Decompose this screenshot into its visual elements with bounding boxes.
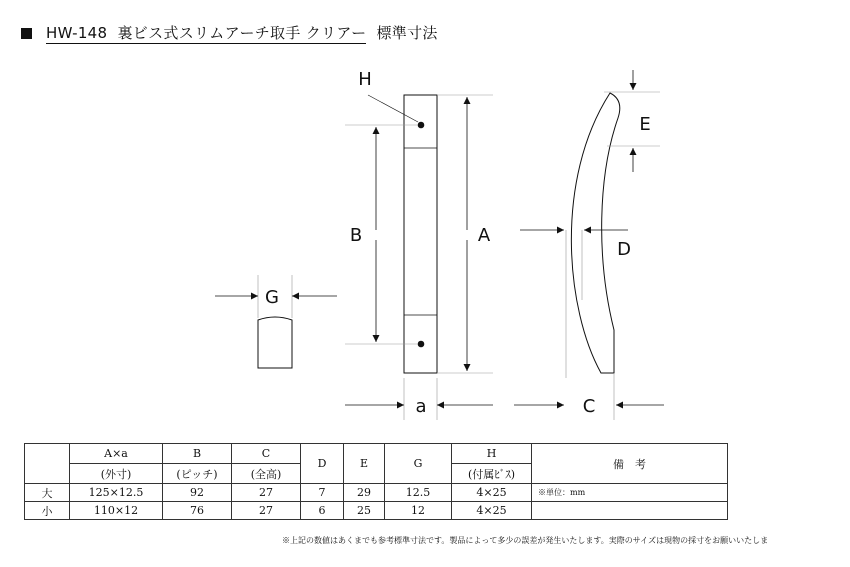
header-c: C — [232, 444, 301, 464]
header-h-sub: (付属ﾋﾞｽ) — [452, 464, 532, 484]
cell-h: 4×25 — [452, 502, 532, 520]
dim-h-leader — [368, 95, 418, 122]
cell-remarks-empty — [532, 502, 728, 520]
cell-e: 29 — [344, 484, 385, 502]
header-aa: A×a — [70, 444, 163, 464]
header-e: E — [344, 444, 385, 484]
dim-label-e: E — [639, 114, 651, 135]
header-b: B — [163, 444, 232, 464]
cell-remarks-unit: ※単位：mm — [532, 484, 728, 502]
cell-c: 27 — [232, 484, 301, 502]
page-subtitle: 標準寸法 — [376, 24, 438, 42]
cell-size: 小 — [25, 502, 70, 520]
handle-side-view — [514, 70, 664, 420]
cell-d: 6 — [301, 502, 344, 520]
table-row — [25, 502, 728, 520]
header-c-sub: (全高) — [232, 464, 301, 484]
dim-label-g: G — [265, 287, 279, 308]
dim-label-b: B — [349, 225, 363, 246]
header-g: G — [385, 444, 452, 484]
handle-front-view — [345, 69, 493, 420]
screw-hole-bottom — [418, 341, 425, 348]
table-row — [25, 484, 728, 502]
model-number: HW-148 — [46, 24, 108, 42]
cell-size: 大 — [25, 484, 70, 502]
dim-label-c: C — [582, 396, 596, 417]
cell-h: 4×25 — [452, 484, 532, 502]
footnote: ※上記の数値はあくまでも参考標準寸法です。製品によって多少の誤差が発生いたします。実際のサイズは現物の採寸をお願いいたしま — [282, 536, 769, 545]
spec-table — [24, 443, 728, 520]
header-aa-sub: (外寸) — [70, 464, 163, 484]
header-remarks: 備 考 — [532, 444, 728, 484]
dim-label-d: D — [617, 239, 631, 260]
header-d: D — [301, 444, 344, 484]
cell-d: 7 — [301, 484, 344, 502]
header-b-sub: (ピッチ) — [163, 464, 232, 484]
dim-label-a-small: a — [415, 396, 427, 417]
cell-g: 12.5 — [385, 484, 452, 502]
header-h: H — [452, 444, 532, 464]
screw-hole-top — [418, 122, 425, 129]
cell-e: 25 — [344, 502, 385, 520]
handle-profile-view — [215, 275, 337, 368]
cell-b: 76 — [163, 502, 232, 520]
cell-aa: 125×12.5 — [70, 484, 163, 502]
table-header-row-top — [25, 444, 728, 464]
cell-c: 27 — [232, 502, 301, 520]
cell-aa: 110×12 — [70, 502, 163, 520]
cell-g: 12 — [385, 502, 452, 520]
header-corner — [25, 444, 70, 484]
dim-label-h: H — [358, 69, 372, 90]
dim-label-a: A — [477, 225, 491, 246]
product-name: 裏ビス式スリムアーチ取手 クリアー — [117, 24, 367, 42]
cell-b: 92 — [163, 484, 232, 502]
